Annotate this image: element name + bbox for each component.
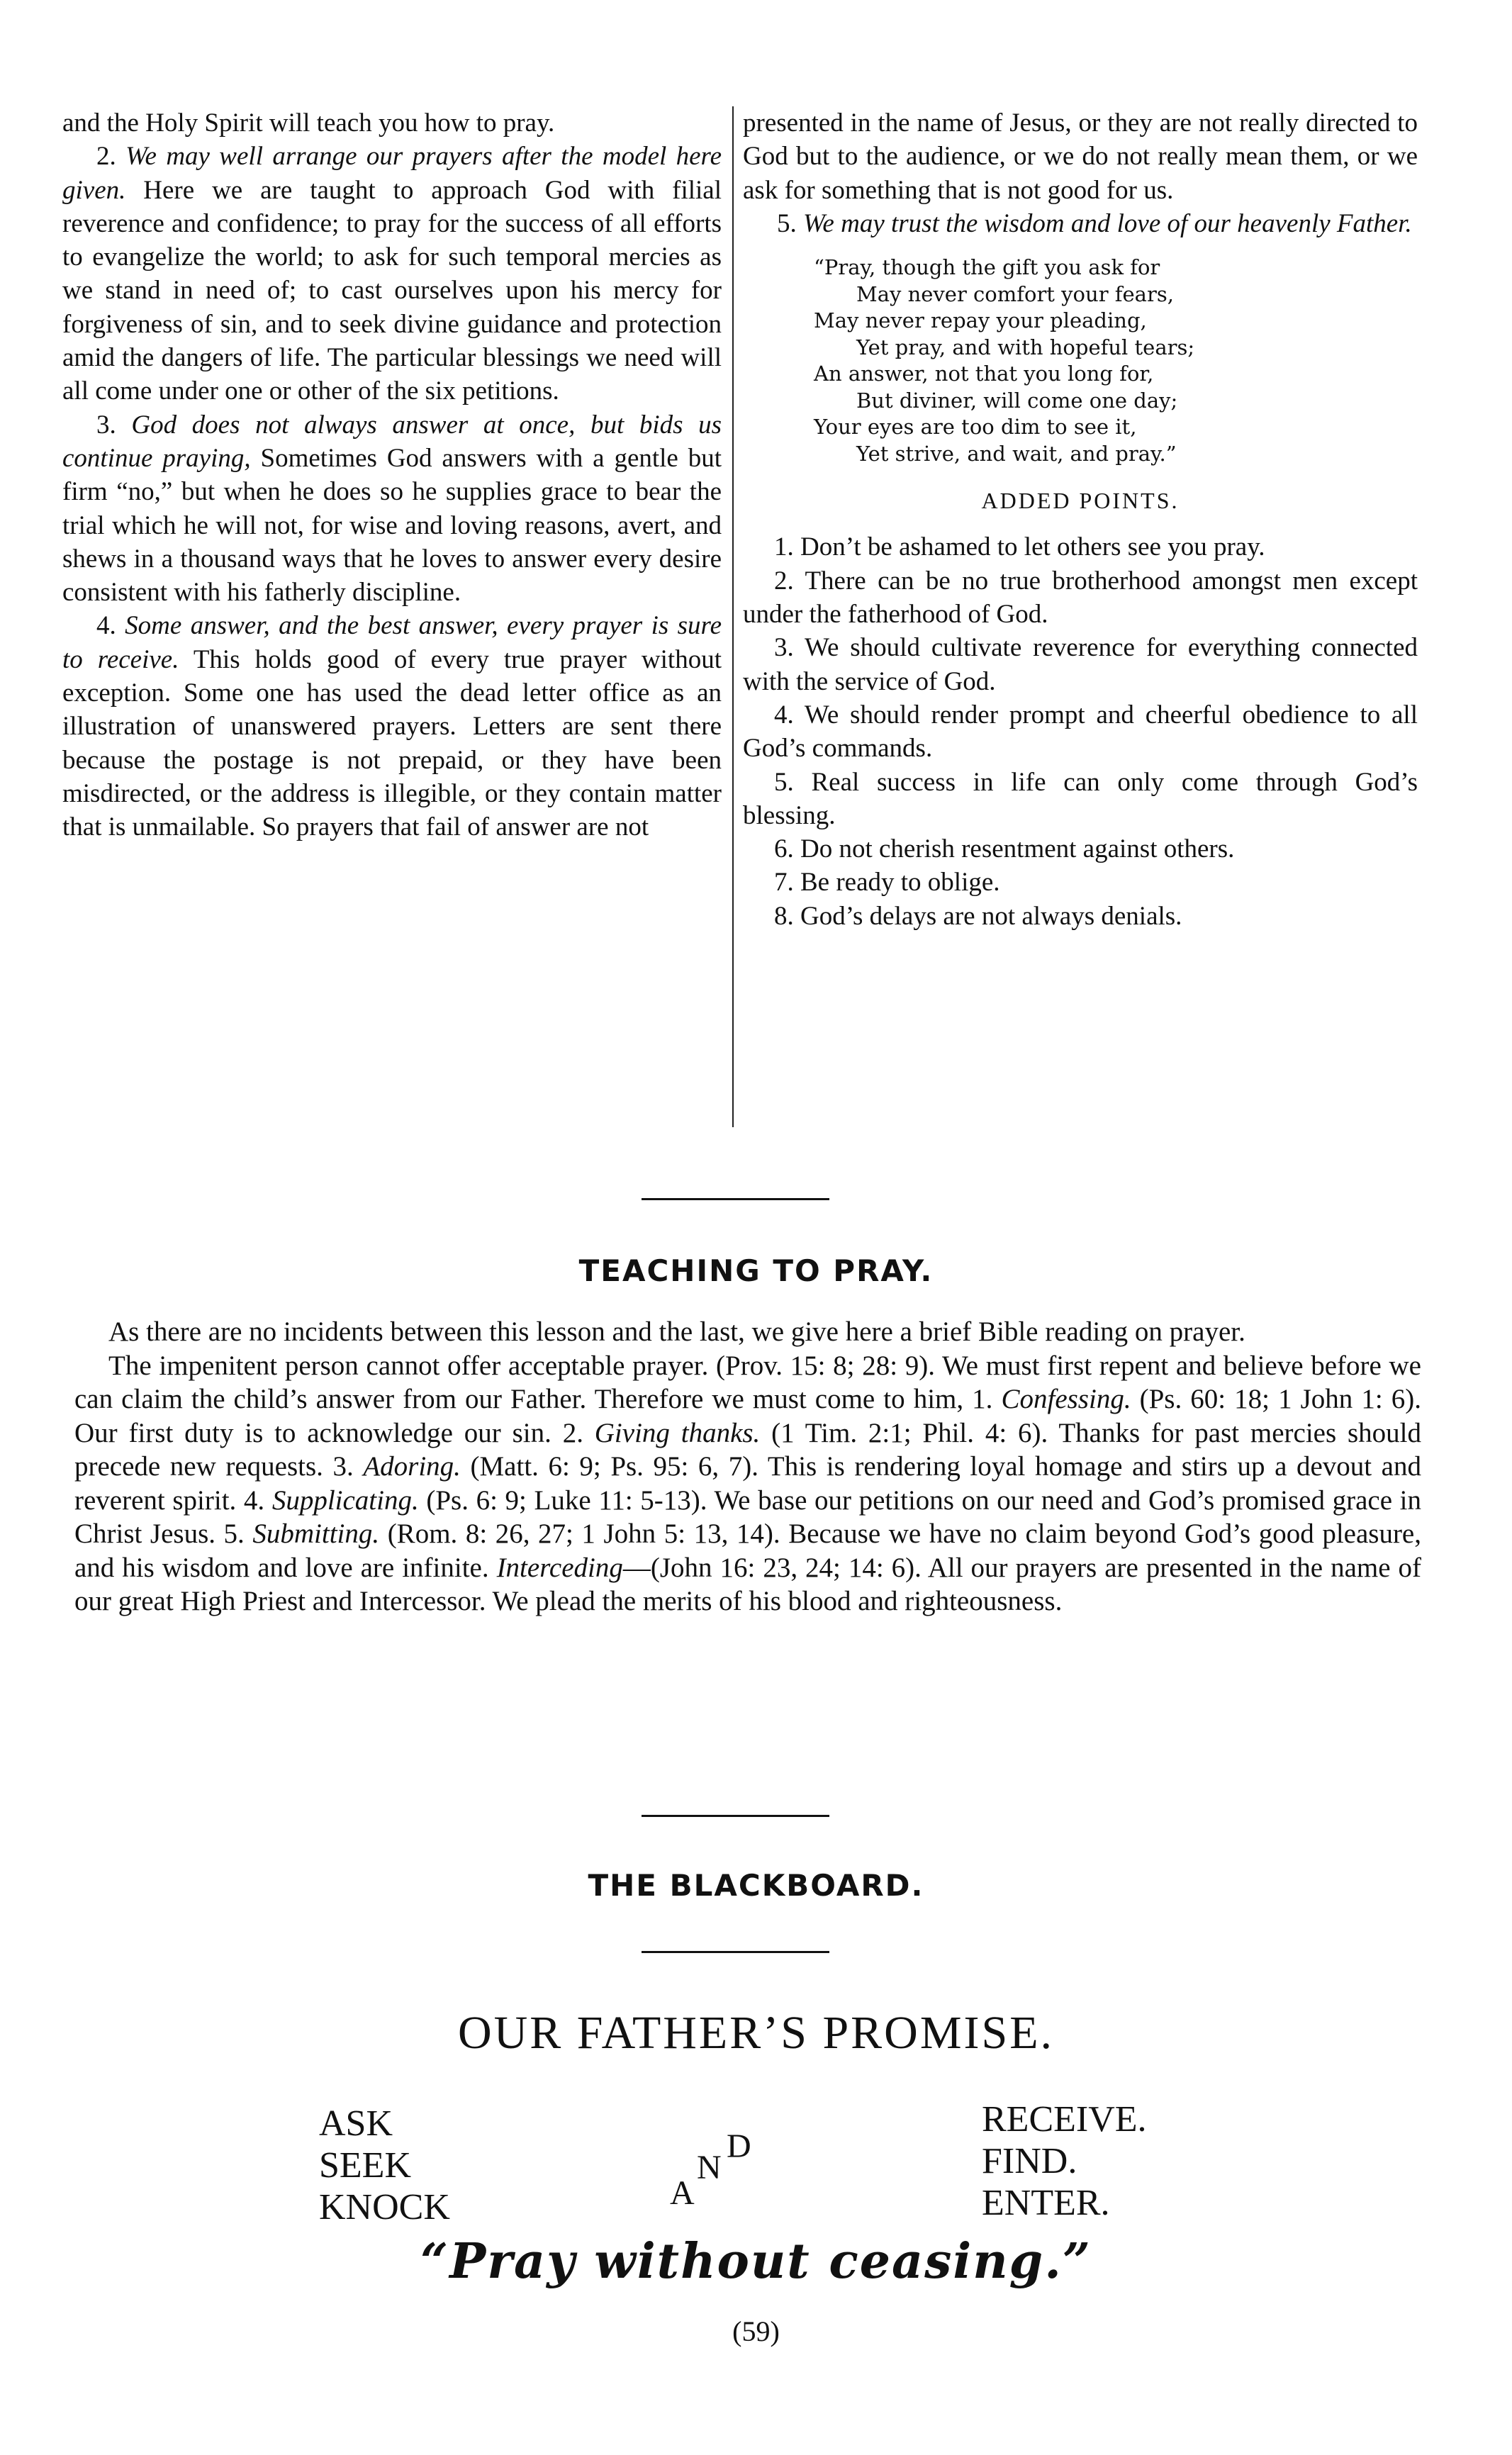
point-number: 3.	[96, 410, 116, 440]
teaching-paragraph	[74, 1349, 1421, 1618]
added-point: 5. Real success in life can only come through God’s blessing.	[743, 767, 1418, 830]
teaching-text: (Ps. 6: 9; Luke 11: 5-13). We base our petitions on our need and God’s promised grace in Christ Jesus. 5.	[74, 1484, 1421, 1549]
left-column	[62, 106, 722, 844]
teaching-text: —(John 16: 23, 24; 14: 6). All our prayers are presented in the name of our great High Priest and Intercessor. We plead the merits of his blood and righteousness.	[74, 1552, 1421, 1616]
teaching-paragraph: As there are no incidents between this lesson and the last, we give here a brief Bible reading on prayer.	[108, 1316, 1245, 1347]
teaching-text: (Ps. 60: 18; 1 John 1: 6). Our first duty is to acknowledge our sin. 2.	[74, 1384, 1421, 1448]
continued-paragraph: presented in the name of Jesus, or they are not really directed to God but to the audience, or we do not really mean them, or we ask for something that is not good for us.	[743, 108, 1418, 205]
blackboard-word: RECEIVE.	[982, 2099, 1147, 2140]
point-heading: Some answer, and the best answer, every prayer is sure to receive.	[62, 611, 722, 674]
point-text: Sometimes God answers with a gentle but firm “no,” but when he does so he supplies grace to bear the trial which he will not, for wise and loving reasons, avert, and shews in a thousand ways that he loves to answer every desire consistent with his fatherly discipline.	[62, 443, 722, 608]
added-point: 4. We should render prompt and cheerful obedience to all God’s commands.	[743, 700, 1418, 764]
teaching-title: TEACHING TO PRAY.	[578, 1253, 934, 1288]
poem-line: Yet pray, and with hopeful tears;	[856, 335, 1195, 359]
point-heading: We may well arrange our prayers after the model here given.	[62, 142, 722, 205]
poem-line: But diviner, will come one day;	[856, 388, 1178, 413]
point-number: 4.	[96, 611, 116, 641]
added-point: 7. Be ready to oblige.	[774, 868, 1000, 897]
blackboard-word: ASK	[319, 2103, 393, 2144]
point-4-paragraph	[62, 609, 722, 844]
poem-line: Your eyes are too dim to see it,	[814, 415, 1137, 440]
added-point: 3. We should cultivate reverence for everything connected with the service of God.	[743, 633, 1418, 696]
reading-heading: Confessing.	[1001, 1384, 1131, 1414]
point-number: 2.	[96, 142, 116, 172]
column-divider	[732, 106, 734, 1127]
teaching-text: (Matt. 6: 9; Ps. 95: 6, 7). This is rendering loyal homage and stirs up a devout and reverent spirit. 4.	[74, 1451, 1421, 1516]
teaching-text: (Rom. 8: 26, 27; 1 John 5: 13, 14). Because we have no claim beyond God’s good pleasure, and his wisdom and love are infinite.	[74, 1519, 1421, 1583]
section-divider	[642, 1951, 829, 1953]
page-number: (59)	[732, 2315, 780, 2347]
intro-paragraph: and the Holy Spirit will teach you how to pray.	[62, 108, 555, 138]
blackboard-word: FIND.	[982, 2141, 1077, 2181]
teaching-body	[74, 1315, 1421, 1618]
blackboard-and	[670, 2127, 783, 2212]
poem	[743, 255, 1418, 467]
section-divider	[642, 1815, 829, 1817]
poem-line: An answer, not that you long for,	[814, 362, 1154, 386]
point-heading: We may trust the wisdom and love of our heavenly Father.	[803, 208, 1412, 238]
teaching-text: (1 Tim. 2:1; Phil. 4: 6). Thanks for past mercies should precede new requests. 3.	[74, 1417, 1421, 1482]
and-letter: D	[727, 2127, 751, 2165]
two-column-section	[62, 106, 1418, 1127]
reading-heading: Interceding	[496, 1552, 623, 1583]
and-letter: N	[697, 2149, 722, 2186]
blackboard-motto: “Pray without ceasing.”	[420, 2233, 1092, 2290]
reading-heading: Submitting.	[252, 1519, 380, 1549]
right-column	[743, 106, 1418, 933]
reading-heading: Supplicating.	[271, 1484, 419, 1516]
blackboard-right-list	[982, 2098, 1147, 2224]
reading-heading: Giving thanks.	[594, 1417, 761, 1448]
blackboard-word: ENTER.	[982, 2183, 1110, 2223]
blackboard-title: OUR FATHER’S PROMISE.	[457, 2007, 1055, 2059]
blackboard-heading: THE BLACKBOARD.	[588, 1868, 924, 1903]
added-point: 8. God’s delays are not always denials.	[774, 901, 1182, 931]
added-point: 6. Do not cherish resentment against others.	[774, 834, 1235, 864]
added-point: 1. Don’t be ashamed to let others see you pray.	[774, 532, 1265, 562]
blackboard-left-list	[319, 2103, 450, 2228]
poem-line: May never comfort your fears,	[856, 281, 1174, 306]
blackboard-word: SEEK	[319, 2145, 411, 2186]
point-2-paragraph	[62, 140, 722, 408]
point-text: This holds good of every true prayer without exception. Some one has used the dead letter office as an illustration of unanswered prayers. Letters are sent there because the postage is not prepaid, or they have been misdirected, or the address is illegible, or they contain matter that is unmailable. So prayers that fail of answer are not	[62, 644, 722, 842]
added-point: 2. There can be no true brotherhood amongst men except under the fatherhood of God.	[743, 566, 1418, 630]
point-number: 5.	[777, 208, 797, 238]
section-divider	[642, 1198, 829, 1200]
point-5-paragraph	[743, 207, 1418, 240]
blackboard-word: KNOCK	[319, 2187, 450, 2227]
poem-line: Yet strive, and wait, and pray.”	[856, 441, 1177, 466]
poem-line: May never repay your pleading,	[814, 308, 1147, 333]
teaching-text: The impenitent person cannot offer acceptable prayer. (Prov. 15: 8; 28: 9). We must first repent and believe before we can claim the child’s answer from our Father. Therefore we must come to him, 1.	[74, 1350, 1421, 1414]
poem-line: “Pray, though the gift you ask for	[814, 255, 1160, 280]
and-letter: A	[670, 2174, 695, 2212]
point-text: Here we are taught to approach God with filial reverence and confidence; to pray for the success of all efforts to evangelize the world; to ask for such temporal mercies as we stand in need of; to cast ourselves upon his mercy for forgiveness of sin, and to seek divine guidance and protection amid the dangers of life. The particular blessings we need will all come under one or other of the six petitions.	[62, 175, 722, 406]
point-heading: God does not always answer at once, but bids us continue praying,	[62, 410, 722, 473]
reading-heading: Adoring.	[363, 1451, 461, 1482]
point-3-paragraph	[62, 408, 722, 610]
added-points-heading: ADDED POINTS.	[981, 488, 1180, 514]
